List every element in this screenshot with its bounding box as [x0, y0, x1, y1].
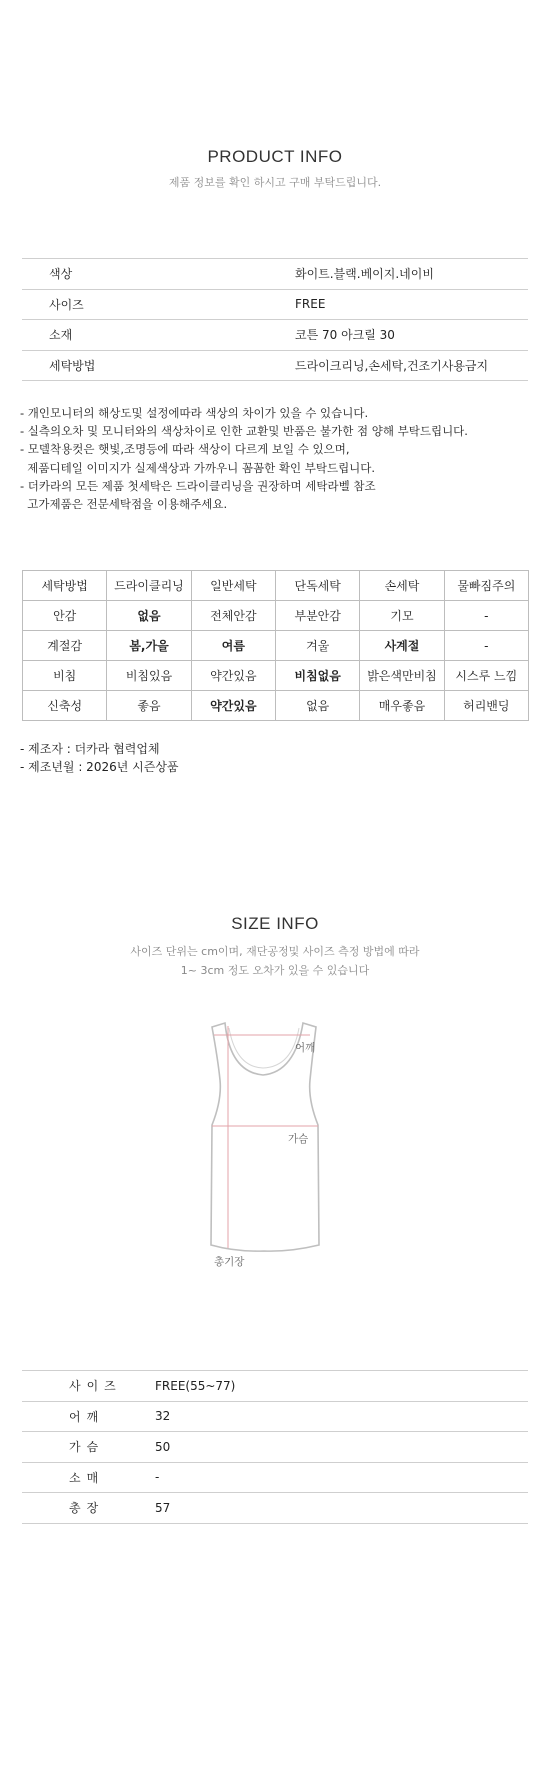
grid-cell: 일반세탁	[191, 571, 275, 601]
grid-cell: 드라이클리닝	[107, 571, 191, 601]
note-line: 고가제품은 전문세탁점을 이용해주세요.	[20, 497, 228, 512]
size-table	[22, 1370, 528, 1524]
grid-row	[23, 601, 529, 631]
product-info-table	[22, 258, 528, 381]
size-value: 50	[155, 1439, 171, 1454]
grid-cell: 기모	[360, 601, 444, 631]
grid-row	[23, 661, 529, 691]
length-label: 총기장	[214, 1256, 245, 1268]
grid-cell: 시스루 느낌	[444, 661, 528, 691]
note-line: - 더카라의 모든 제품 첫세탁은 드라이클리닝을 권장하며 세탁라벨 참조	[20, 478, 376, 493]
size-row	[22, 1432, 528, 1463]
info-row-size	[22, 290, 528, 321]
size-row	[22, 1463, 528, 1494]
info-row-washing	[22, 351, 528, 382]
grid-row-header: 신축성	[23, 691, 107, 721]
info-label: 소재	[49, 328, 73, 343]
info-row-color	[22, 259, 528, 290]
info-label: 세탁방법	[49, 358, 96, 373]
grid-cell: 비침없음	[276, 661, 360, 691]
info-value: FREE	[295, 297, 326, 312]
size-row	[22, 1371, 528, 1402]
size-value: 32	[155, 1409, 171, 1424]
grid-cell: 매우좋음	[360, 691, 444, 721]
size-row	[22, 1402, 528, 1433]
grid-cell: 손세탁	[360, 571, 444, 601]
note-line: - 실측의오차 및 모니터와의 색상차이로 인한 교환및 반품은 불가한 점 양해 부탁드립니다.	[20, 424, 468, 439]
product-info-subtitle: 제품 정보를 확인 하시고 구매 부탁드립니다.	[168, 176, 382, 189]
grid-cell: 부분안감	[276, 601, 360, 631]
size-label: 어깨	[69, 1409, 105, 1424]
grid-row-header: 안감	[23, 601, 107, 631]
grid-cell: 여름	[191, 631, 275, 661]
grid-cell: 좋음	[107, 691, 191, 721]
tank-top-outline-icon	[200, 1020, 340, 1270]
note-line: 제품디테일 이미지가 실제색상과 가까우니 꼼꼼한 확인 부탁드립니다.	[20, 460, 376, 475]
maker-info	[20, 740, 179, 776]
grid-cell: 단독세탁	[276, 571, 360, 601]
manufacturer-text: - 제조자 : 더카라 협력업체	[20, 742, 160, 756]
grid-cell: -	[444, 601, 528, 631]
grid-cell: 약간있음	[191, 691, 275, 721]
grid-cell: 없음	[107, 601, 191, 631]
shoulder-label: 어깨	[295, 1042, 316, 1054]
note-line: - 개인모니터의 해상도및 설정에따라 색상의 차이가 있을 수 있습니다.	[20, 406, 369, 420]
made-date-text: - 제조년월 : 2026년 시즌상품	[20, 760, 179, 774]
note-line: - 모델착용컷은 햇빛,조명등에 따라 색상이 다르게 보일 수 있으며,	[20, 442, 350, 457]
grid-cell: 비침있음	[107, 661, 191, 691]
grid-cell: 겨울	[276, 631, 360, 661]
grid-cell: 봄,가을	[107, 631, 191, 661]
chest-label: 가슴	[288, 1133, 309, 1145]
size-value: FREE(55~77)	[155, 1378, 236, 1393]
grid-row-header: 계절감	[23, 631, 107, 661]
grid-row-header: 세탁방법	[23, 571, 107, 601]
grid-cell: 전체안감	[191, 601, 275, 631]
product-info-title: PRODUCT INFO	[207, 147, 343, 166]
garment-size-diagram	[200, 1020, 340, 1270]
grid-row	[23, 631, 529, 661]
info-row-material	[22, 320, 528, 351]
grid-cell: 허리밴딩	[444, 691, 528, 721]
size-info-title: SIZE INFO	[231, 914, 319, 933]
size-row	[22, 1493, 528, 1524]
grid-cell: 없음	[276, 691, 360, 721]
info-label: 사이즈	[49, 297, 84, 312]
size-label: 사이즈	[69, 1379, 122, 1394]
grid-cell: -	[444, 631, 528, 661]
info-value: 코튼 70 아크릴 30	[295, 328, 395, 343]
info-label: 색상	[49, 267, 73, 282]
grid-cell: 약간있음	[191, 661, 275, 691]
size-label: 총장	[69, 1501, 105, 1516]
grid-row	[23, 571, 529, 601]
grid-row	[23, 691, 529, 721]
product-notes	[20, 404, 540, 513]
size-value: 57	[155, 1500, 171, 1515]
size-info-subtitle-2: 1~ 3cm 정도 오차가 있을 수 있습니다	[180, 964, 370, 977]
size-label: 소매	[69, 1470, 105, 1485]
grid-cell: 사계절	[360, 631, 444, 661]
product-detail-grid	[22, 570, 529, 721]
info-value: 드라이크리닝,손세탁,건조기사용금지	[295, 358, 489, 373]
grid-cell: 밝은색만비침	[360, 661, 444, 691]
size-info-subtitle-1: 사이즈 단위는 cm이며, 재단공정및 사이즈 측정 방법에 따라	[130, 945, 420, 958]
grid-row-header: 비침	[23, 661, 107, 691]
size-value: -	[155, 1470, 160, 1485]
size-label: 가슴	[69, 1440, 105, 1455]
info-value: 화이트.블랙.베이지.네이비	[295, 267, 434, 282]
grid-cell: 물빠짐주의	[444, 571, 528, 601]
